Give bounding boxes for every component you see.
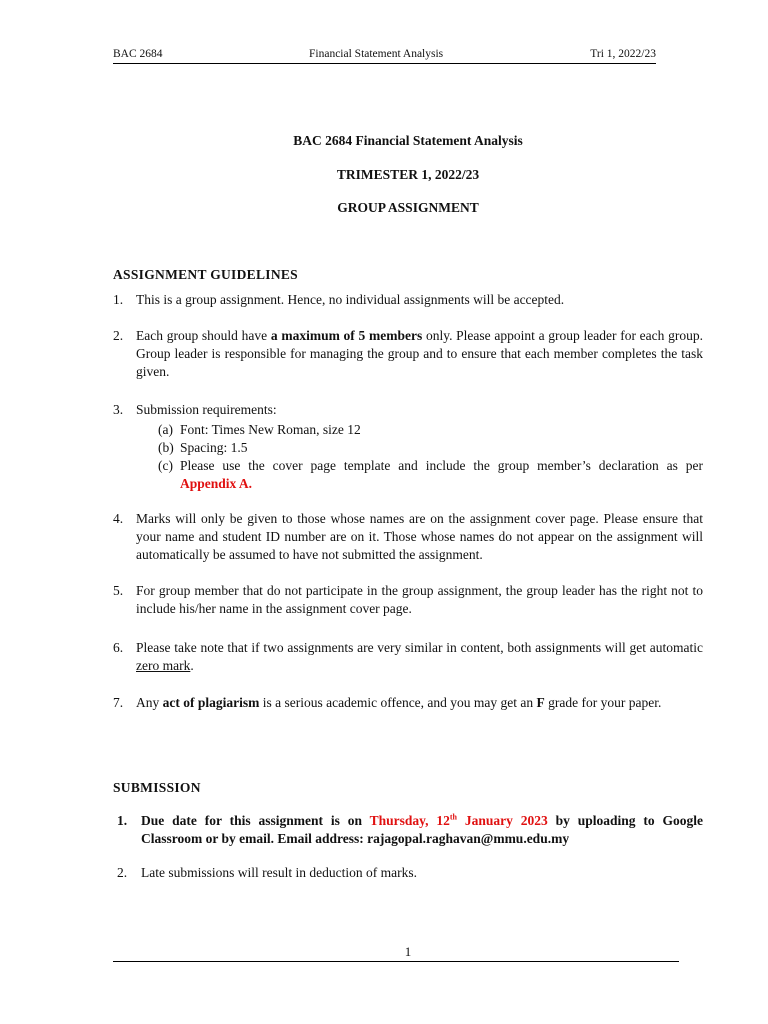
item-text: Late submissions will result in deduction of marks. — [141, 865, 417, 880]
underlined-emphasis: zero mark — [136, 658, 191, 673]
submission-item-2 — [117, 864, 703, 882]
appendix-reference: Appendix A. — [180, 476, 253, 491]
header-rule — [113, 63, 656, 64]
guideline-item-3 — [113, 401, 703, 419]
item-text: Each group should have a maximum of 5 members only. Please appoint a group leader for each group. Group leader is responsible for managing the group and to ensure that each member completes the task given. — [136, 328, 703, 379]
header-course-name: Financial Statement Analysis — [309, 48, 444, 60]
sub-item-text: Font: Times New Roman, size 12 — [180, 422, 361, 437]
item-number: 4. — [113, 511, 124, 526]
assignment-title: GROUP ASSIGNMENT — [337, 200, 479, 215]
grade-letter: F — [536, 695, 545, 710]
item-text: This is a group assignment. Hence, no individual assignments will be accepted. — [136, 292, 565, 307]
guideline-item-7 — [113, 694, 703, 712]
item-number: 3. — [113, 402, 124, 417]
due-date: Thursday, 12th January 2023 — [369, 812, 548, 828]
sub-item-text: Spacing: 1.5 — [180, 440, 248, 455]
guideline-item-1 — [113, 291, 703, 309]
sub-item-a — [158, 421, 703, 439]
header-trimester: Tri 1, 2022/23 — [590, 48, 656, 60]
sub-item-label: (c) — [158, 458, 173, 473]
running-header — [113, 46, 656, 62]
sub-item-b — [158, 439, 703, 457]
item-number: 1. — [113, 292, 124, 307]
item-number: 6. — [113, 640, 124, 655]
item-number: 7. — [113, 695, 124, 710]
sub-item-c — [158, 457, 703, 493]
guideline-item-6 — [113, 639, 703, 675]
item-text: Please take note that if two assignments are very similar in content, both assignments will get automatic zero mark. — [136, 640, 703, 673]
guideline-item-2 — [113, 327, 703, 381]
footer-rule — [113, 961, 679, 962]
guidelines-heading: ASSIGNMENT GUIDELINES — [113, 267, 298, 282]
sub-item-label: (b) — [158, 440, 174, 455]
sub-item-label: (a) — [158, 422, 173, 437]
guideline-item-5 — [113, 582, 703, 618]
item-text: Marks will only be given to those whose names are on the assignment cover page. Please ensure that your name and student ID number are on it. Those whose names do not appear on the assignment will automatically be assumed to have not submitted the assignment. — [136, 511, 703, 562]
submission-heading: SUBMISSION — [113, 780, 201, 795]
item-number: 5. — [113, 583, 124, 598]
item-text: Submission requirements: — [136, 402, 277, 417]
submission-item-1 — [117, 812, 703, 848]
guideline-item-4 — [113, 510, 703, 564]
page-number: 1 — [404, 944, 412, 959]
bold-emphasis: act of plagiarism — [162, 695, 260, 710]
bold-emphasis: a maximum of 5 members — [270, 328, 423, 343]
item-number: 2. — [113, 328, 124, 343]
item-number: 1. — [117, 813, 128, 828]
header-course-code: BAC 2684 — [113, 48, 163, 60]
item-text: Any act of plagiarism is a serious academic offence, and you may get an F grade for your paper. — [136, 695, 662, 710]
course-title: BAC 2684 Financial Statement Analysis — [293, 133, 523, 148]
item-number: 2. — [117, 865, 128, 880]
trimester-title: TRIMESTER 1, 2022/23 — [336, 167, 480, 182]
item-text: Due date for this assignment is on Thursday, 12th January 2023 by uploading to Google Classroom or by email. Email address: rajagopal.raghavan@mmu.edu.my — [141, 812, 703, 846]
item-text: For group member that do not participate in the group assignment, the group leader has the right not to include his/her name in the assignment cover page. — [136, 583, 703, 616]
sub-item-text: Please use the cover page template and include the group member’s declaration as per Appendix A. — [180, 458, 703, 491]
